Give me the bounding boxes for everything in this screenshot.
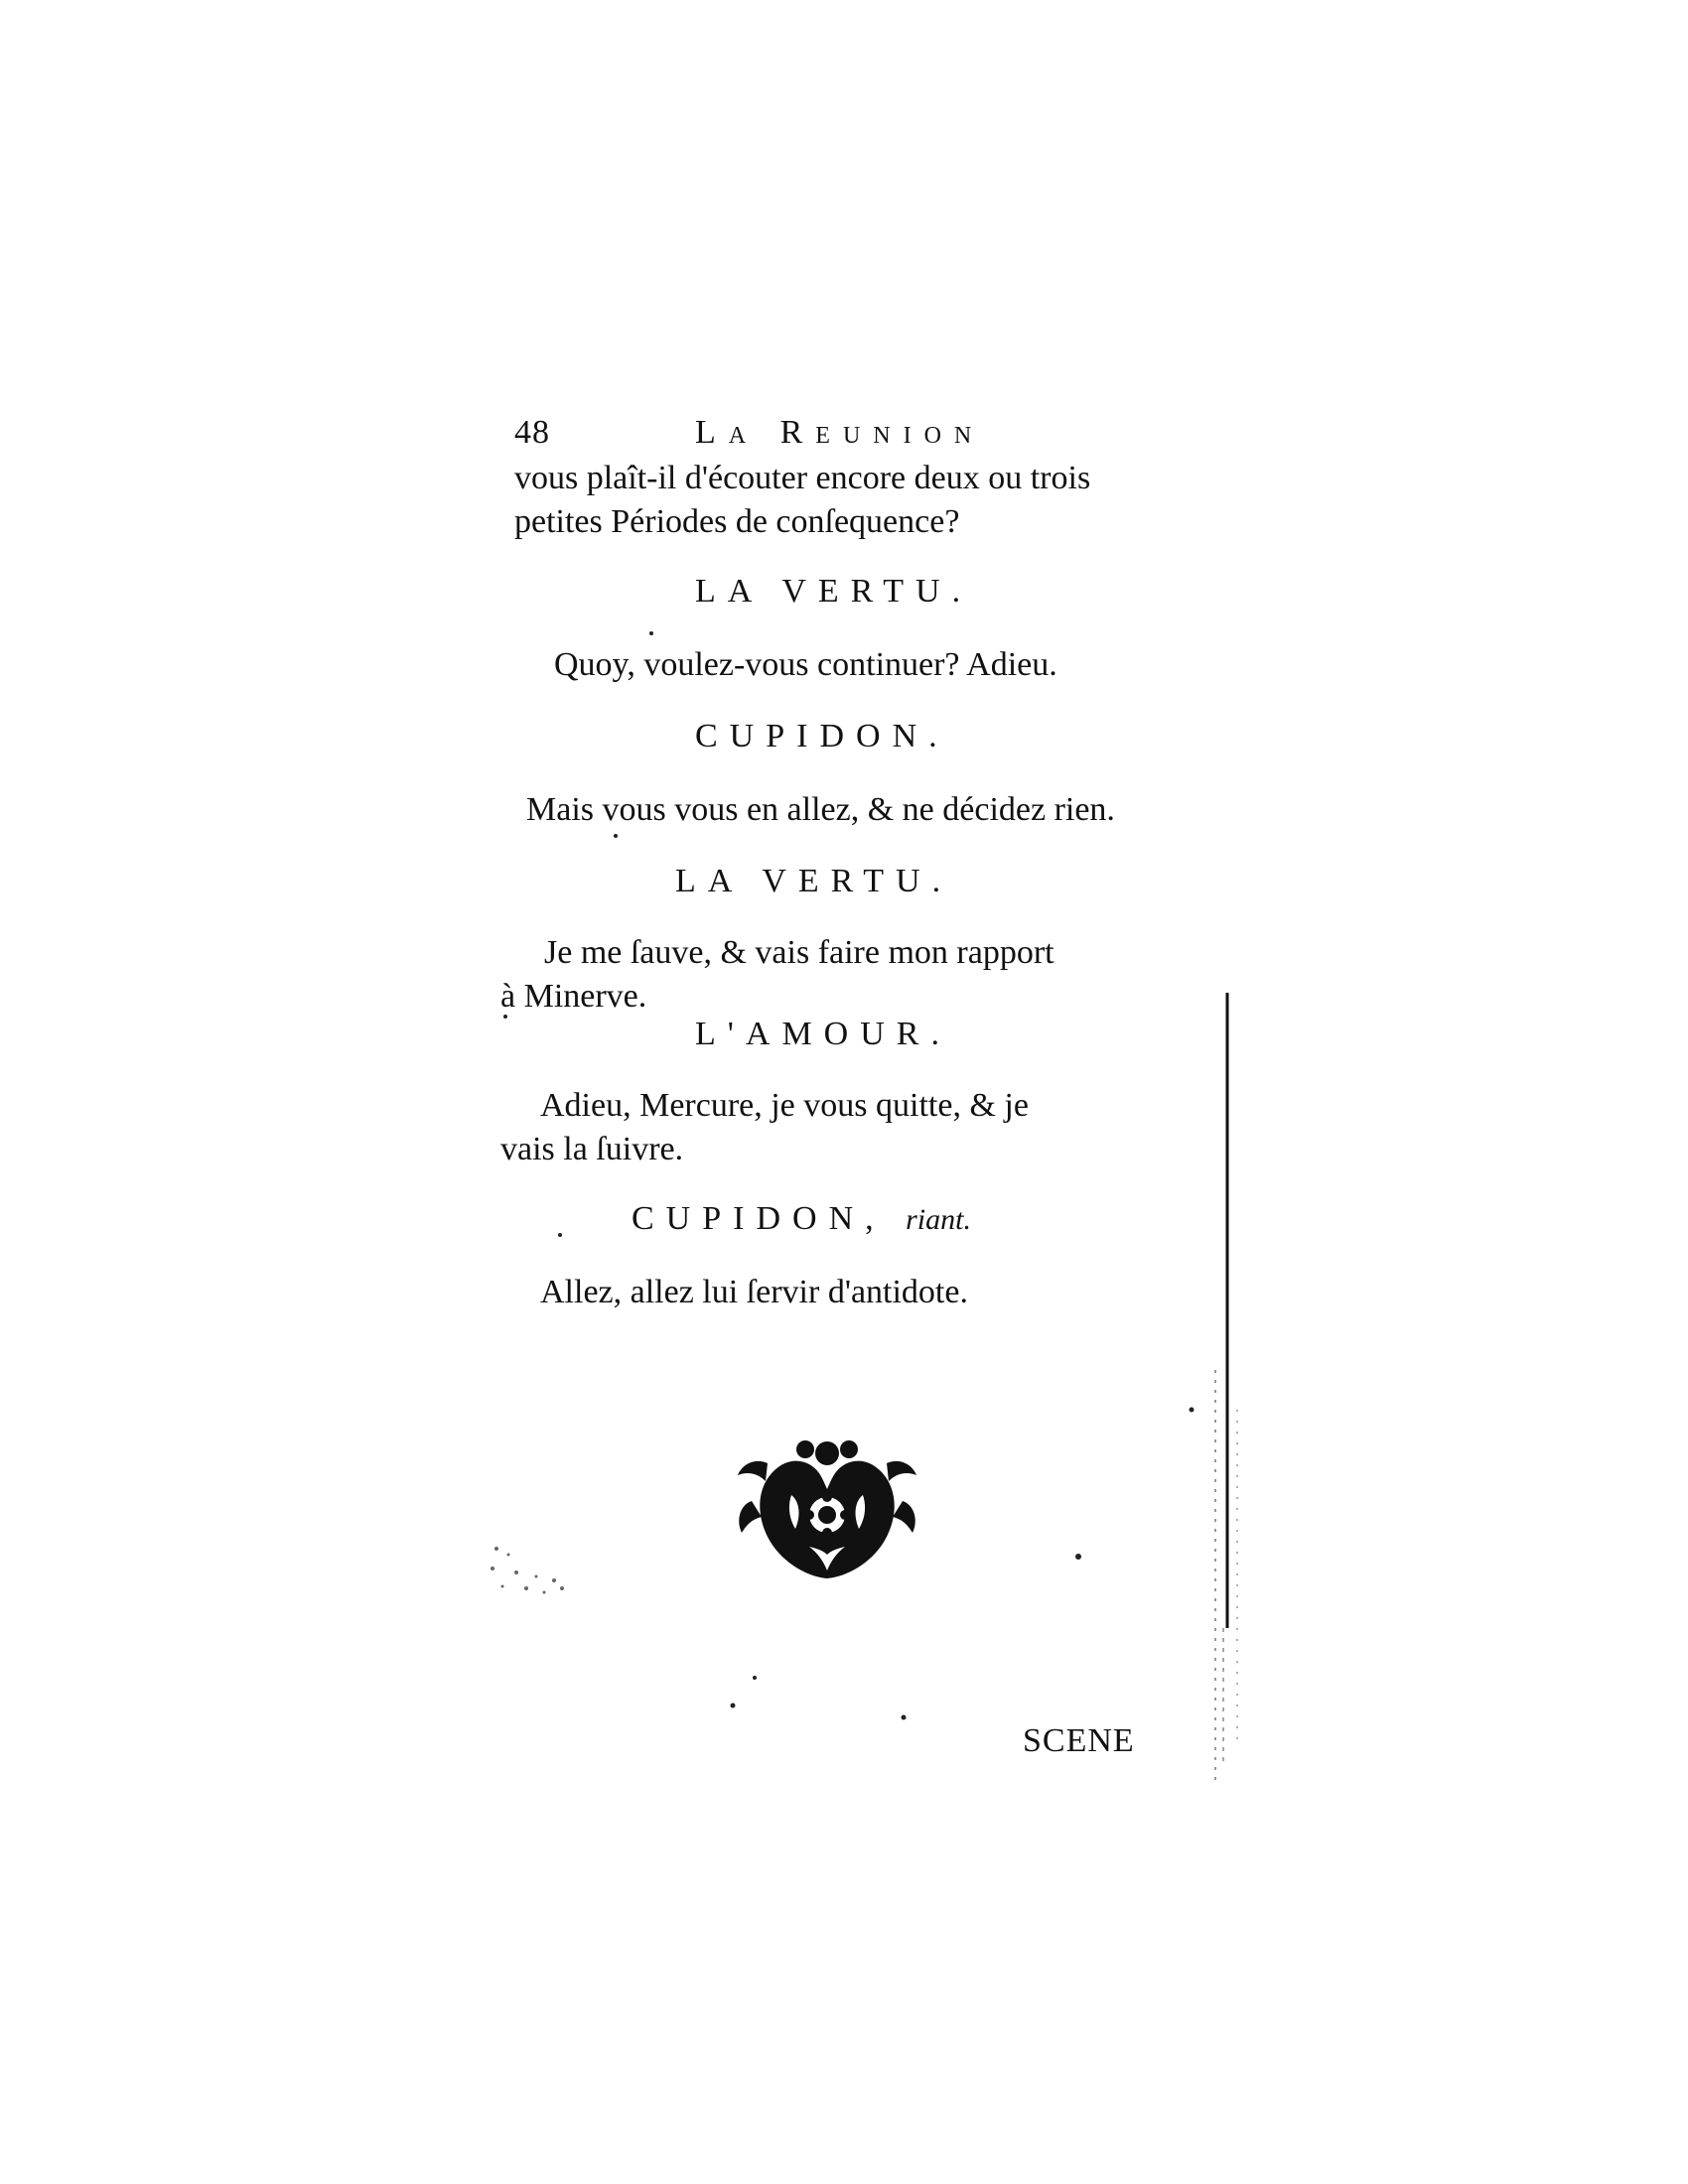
speech-la-vertu-1: Quoy, voulez-vous continuer? Adieu. [554, 646, 1057, 683]
floral-tailpiece-icon [732, 1430, 922, 1588]
speech-l-amour-line-1: Adieu, Mercure, je vous quitte, & je [540, 1087, 1029, 1124]
speech-cupidon-2: Allez, allez lui ſervir d'antidote. [540, 1274, 968, 1310]
speech-la-vertu-2-line-2: à Minerve. [500, 978, 647, 1015]
catchword: SCENE [1023, 1722, 1135, 1759]
running-title: La Reunion [695, 414, 985, 451]
speaker-cupidon-2-name: CUPIDON, [632, 1200, 886, 1237]
continuation-line-1: vous plaît-il d'écouter encore deux ou trois [514, 460, 1091, 496]
page-edge-shadow [1194, 993, 1253, 1787]
speaker-la-vertu-2: LA VERTU. [675, 863, 953, 899]
speaker-cupidon-1: CUPIDON. [695, 718, 949, 754]
speech-cupidon-1: Mais vous vous en allez, & ne décidez rien. [526, 791, 1115, 828]
speaker-la-vertu-1: LA VERTU. [695, 573, 973, 610]
speaker-l-amour: L'AMOUR. [695, 1016, 951, 1052]
speaker-cupidon-2 [632, 1199, 971, 1240]
speech-l-amour-line-2: vais la ſuivre. [500, 1131, 684, 1167]
page-number: 48 [514, 414, 550, 451]
speech-la-vertu-2-line-1: Je me ſauve, & vais faire mon rapport [544, 934, 1055, 971]
continuation-line-2: petites Périodes de conſequence? [514, 503, 960, 540]
running-head [514, 413, 1031, 457]
stage-direction-riant: riant. [906, 1203, 971, 1236]
